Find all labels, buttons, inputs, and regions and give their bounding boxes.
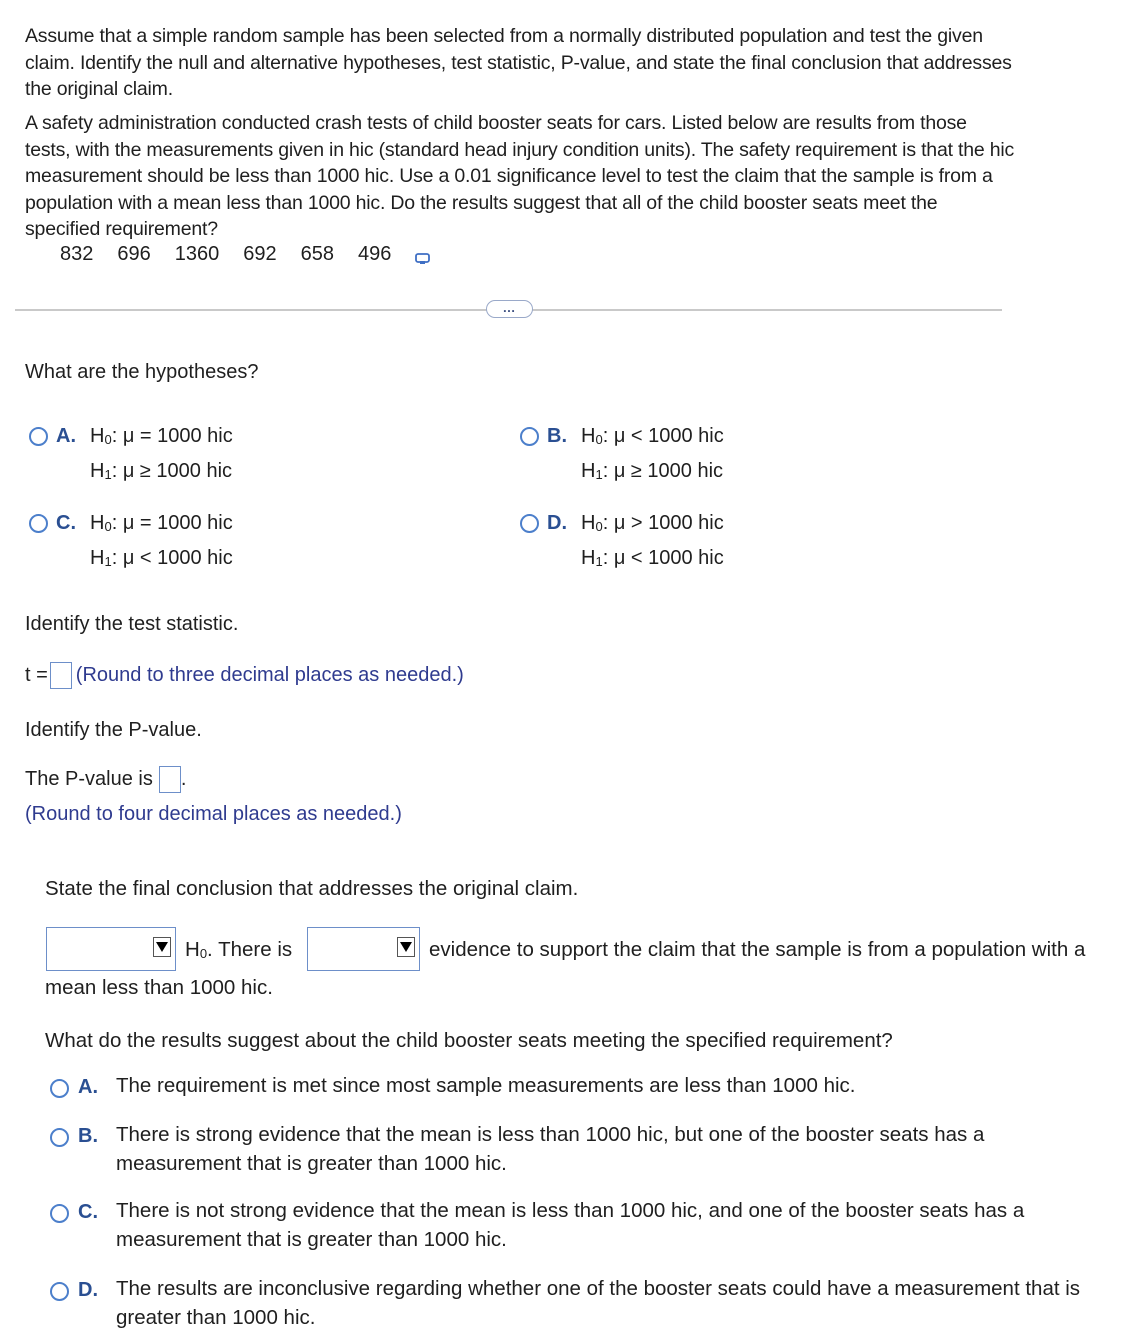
expand-more-button[interactable]: …: [486, 300, 533, 318]
hypothesis-c-null: $H_0$: μ = 1000 hic: [90, 512, 233, 534]
intro-text: Assume that a simple random sample has been selected from a normally distributed population and test the given claim. Identify the null and alternative hypotheses, test statistic, P-value, and state the final conclusion that addresses the original claim.: [25, 25, 1012, 100]
hypothesis-c-alt: $H_1$: μ < 1000 hic: [90, 547, 233, 569]
problem-text: A safety administration conducted crash tests of child booster seats for cars. Listed below are results from those tests, with the measurements given in hic (standard head injury condition units). The safety requirement is that the hic measurement should be less than 1000 hic. Use a 0.01 significance level to test the claim that the sample is from a population with a mean less than 1000 hic. Do the results suggest that all of the child booster seats meet the specified requirement?: [25, 112, 1015, 240]
requirement-option-a-text: The requirement is met since most sample measurements are less than 1000 hic.: [116, 1074, 856, 1097]
p-value-input[interactable]: [159, 766, 181, 793]
hypothesis-option-c-radio[interactable]: [29, 514, 48, 533]
evidence-strength-dropdown[interactable]: [307, 927, 420, 971]
hypothesis-option-d-radio[interactable]: [520, 514, 539, 533]
data-value: 692: [243, 243, 277, 265]
chevron-down-icon: [397, 937, 415, 957]
hypothesis-option-d-letter: D.: [547, 512, 567, 534]
hypothesis-option-b-letter: B.: [547, 425, 567, 447]
conclusion-tail-text: evidence to support the claim that the sample is from a population with a: [429, 938, 1086, 961]
reject-decision-dropdown[interactable]: [46, 927, 176, 971]
hypothesis-a-null: $H_0$: μ = 1000 hic: [90, 425, 233, 447]
requirement-option-c-radio[interactable]: [50, 1204, 69, 1223]
p-value-period: .: [180, 768, 187, 790]
p-value-question: Identify the P-value.: [25, 719, 202, 741]
data-value: 1360: [174, 243, 220, 265]
chevron-down-icon: [153, 937, 171, 957]
hypothesis-option-b-radio[interactable]: [520, 427, 539, 446]
hypothesis-b-null: $H_0$: μ < 1000 hic: [581, 425, 724, 447]
requirement-option-c-letter: C.: [78, 1201, 98, 1223]
requirement-option-b-letter: B.: [78, 1125, 98, 1147]
t-label: t =: [25, 664, 48, 686]
conclusion-question: State the final conclusion that addresses the original claim.: [45, 877, 579, 900]
hypothesis-d-null: $H_0$: μ > 1000 hic: [581, 512, 724, 534]
p-value-label: The P-value is: [25, 768, 153, 790]
requirement-option-a-letter: A.: [78, 1076, 98, 1098]
data-values: [60, 243, 431, 266]
hypotheses-question: What are the hypotheses?: [25, 361, 259, 383]
test-statistic-input[interactable]: [50, 662, 72, 689]
hypothesis-option-c-letter: C.: [56, 512, 76, 534]
requirement-option-b-text: There is strong evidence that the mean is less than 1000 hic, but one of the booster seats has a measurement that is greater than 1000 hic.: [116, 1123, 985, 1175]
data-value: 496: [358, 243, 392, 265]
conclusion-h0-text: $H_0$. There is: [185, 938, 293, 961]
data-value: 832: [60, 243, 94, 265]
data-value: 658: [300, 243, 334, 265]
requirement-option-c-text: There is not strong evidence that the mean is less than 1000 hic, and one of the booster seats has a measurement that is greater than 1000 hic.: [116, 1199, 1025, 1251]
requirement-option-d-radio[interactable]: [50, 1282, 69, 1301]
conclusion-line-2: mean less than 1000 hic.: [45, 976, 273, 999]
requirement-option-d-letter: D.: [78, 1279, 98, 1301]
requirement-option-a-radio[interactable]: [50, 1079, 69, 1098]
requirement-question: What do the results suggest about the child booster seats meeting the specified requirement?: [45, 1029, 893, 1052]
p-value-row: [25, 766, 186, 793]
requirement-option-d-text: The results are inconclusive regarding whether one of the booster seats could have a measurement that is greater than 1000 hic.: [116, 1277, 1081, 1329]
copy-data-icon[interactable]: [415, 249, 431, 263]
data-value: 696: [117, 243, 151, 265]
hypothesis-option-a-radio[interactable]: [29, 427, 48, 446]
test-statistic-hint: (Round to three decimal places as needed.): [75, 664, 464, 686]
hypothesis-b-alt: $H_1$: μ ≥ 1000 hic: [581, 460, 724, 482]
p-value-hint: (Round to four decimal places as needed.): [25, 803, 402, 825]
test-statistic-row: [25, 662, 464, 689]
hypothesis-d-alt: $H_1$: μ < 1000 hic: [581, 547, 724, 569]
requirement-option-b-radio[interactable]: [50, 1128, 69, 1147]
hypothesis-option-a-letter: A.: [56, 425, 76, 447]
test-statistic-question: Identify the test statistic.: [25, 613, 239, 635]
hypothesis-a-alt: $H_1$: μ ≥ 1000 hic: [90, 460, 233, 482]
